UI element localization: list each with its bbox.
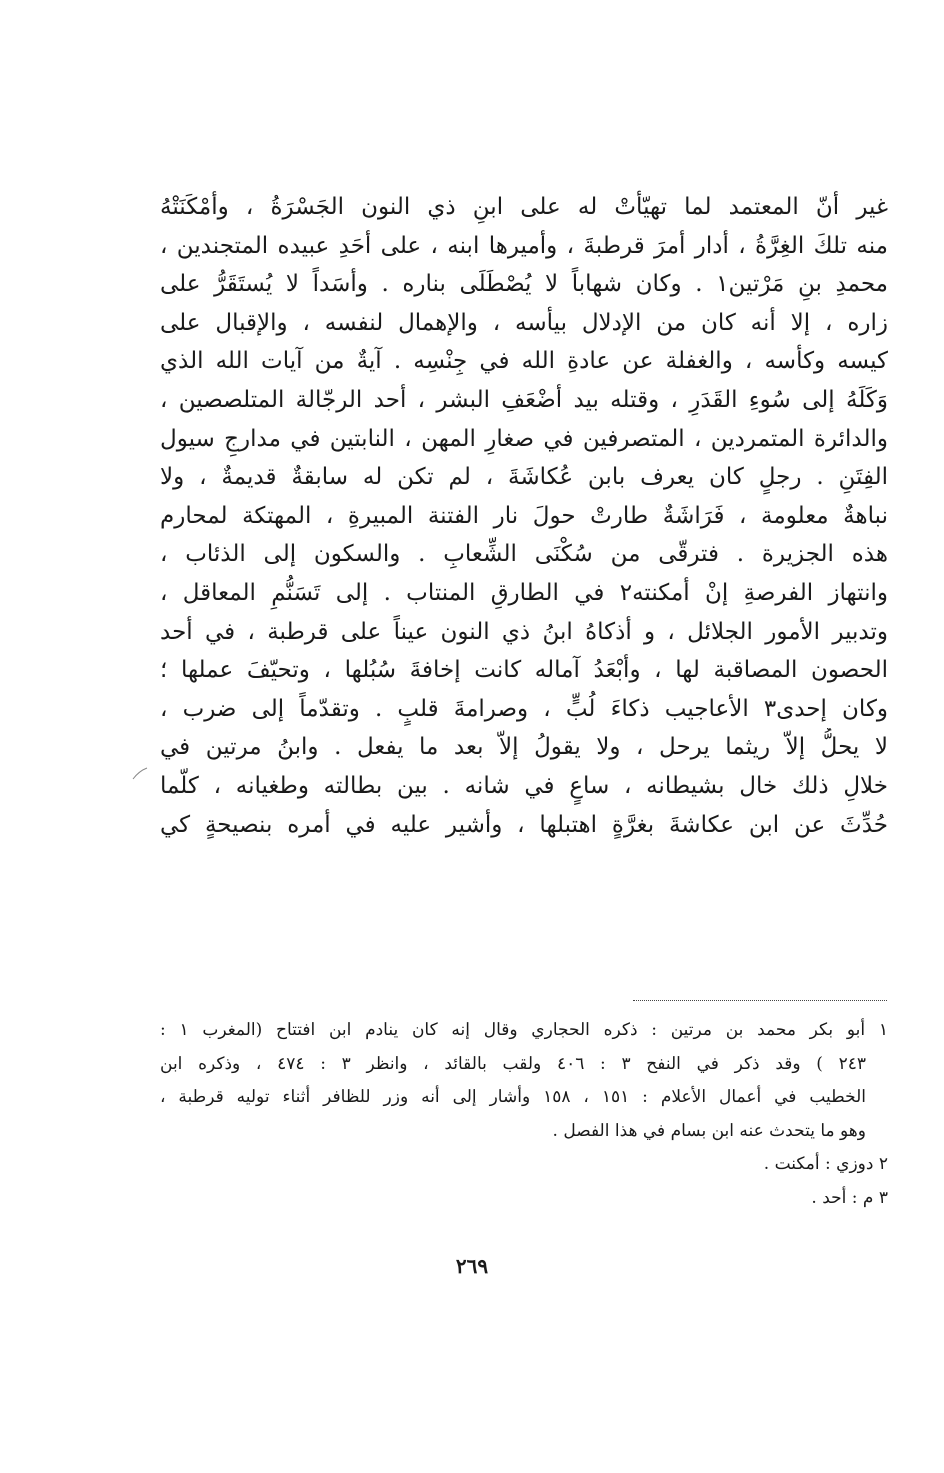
text-line: كيسه وكأسه ، والغفلة عن عادةِ الله في جِنْسِه . آيةٌ من آيات الله الذي <box>160 348 888 375</box>
text-line: والدائرة المتمردين ، المتصرفين في صغارِ المهن ، النابتين في مدارجِ سيول <box>160 425 888 452</box>
footnote-line: ٢٤٣ ) وقد ذكر في النفح ٣ : ٤٠٦ ولقب بالقائد ، وانظر ٣ : ٤٧٤ ، وذكره ابن <box>160 1053 866 1074</box>
text-line: وتدبير الأمور الجلائل ، و أذكاهُ ابنُ ذي النون عيناً على قرطبة ، في أحد <box>160 618 888 645</box>
text-line: زاره ، إلا أنه كان من الإدلال بيأسه ، والإهمال لنفسه ، والإقبال على <box>160 309 888 336</box>
footnote-line: ٣ م : أحد . <box>811 1187 888 1208</box>
text-line: لا يحلُّ إلاّ ريثما يرحل ، ولا يقولُ إلاّ بعد ما يفعل . وابنُ مرتين في <box>160 734 888 761</box>
text-line: خلالِ ذلك خال بشيطانه ، ساعٍ في شانه . بين بطالته وطغيانه ، كلّما <box>160 772 888 799</box>
text-line: منه تلكَ الغِرَّةُ ، أدار أمرَ قرطبةَ ، وأميرها ابنه ، على أحَدِ عبيده المتجندين ، <box>160 232 888 259</box>
text-line: وانتهاز الفرصةِ إنْ أمكنته٢ في الطارقِ المنتاب . إلى تَسَنُّمِ المعاقل ، <box>160 579 888 606</box>
text-line: نباهةٌ معلومة ، فَرَاشَةٌ طارتْ حولَ نار الفتنة المبيرةِ ، المهتكة لمحارم <box>160 502 888 529</box>
page-number: ٢٦٩ <box>455 1254 489 1278</box>
text-line: غير أنّ المعتمد لما تهيّأتْ له على ابنِ ذي النون الجَسْرَةُ ، وأمْكَنَتْهُ <box>160 194 888 220</box>
text-line: حُدِّثَ عن ابن عكاشةَ بغرَّةٍ اهتبلها ، وأشير عليه في أمره بنصيحةٍ كي <box>160 811 888 838</box>
text-line: الحصون المصاقبة لها ، وأبْعَدُ آماله كانت إخافةَ سُبُلها ، وتحيّفَ عملها ؛ <box>160 657 888 684</box>
footnote-line: ١ أبو بكر محمد بن مرتين : ذكره الحجاري وقال إنه كان ينادم ابن افتتاح (المغرب ١ : <box>160 1020 888 1040</box>
margin-mark <box>131 765 149 783</box>
footnote-line: الخطيب في أعمال الأعلام : ١٥١ ، ١٥٨ وأشار إلى أنه وزر للظافر أثناء توليه قرطبة ، <box>160 1087 866 1107</box>
text-line: هذه الجزيرة . فترقّى من سُكْنَى الشِّعابِ . والسكون إلى الذئاب ، <box>160 541 888 568</box>
footnote-line: ٢ دوزي : أمكنت . <box>763 1154 888 1174</box>
footnotes-block <box>160 1014 888 1215</box>
footnote-line: وهو ما يتحدث عنه ابن بسام في هذا الفصل . <box>552 1120 866 1141</box>
main-text-block <box>160 188 888 844</box>
footnote-separator <box>633 1000 887 1001</box>
text-line: وكان إحدى٣ الأعاجيب ذكاءَ لُبٍّ ، وصرامةَ قلبٍ . وتقدّماً إلى ضرب ، <box>160 695 888 722</box>
text-line: وَكَلَهُ إلى سُوءِ القَدَرِ ، وقتله بيد أضْعَفِ البشر ، أحد الرجّالة المتلصصين ، <box>160 386 888 413</box>
text-line: محمدِ بنِ مَرْتين١ . وكان شهاباً لا يُصْطَلَى بناره . وأسَداً لا يُستَقَرُّ على <box>160 271 888 298</box>
text-line: الفِتَنِ . رجلٍ كان يعرف بابن عُكاشَةَ ، لم تكن له سابقةٌ قديمةٌ ، ولا <box>160 464 888 491</box>
